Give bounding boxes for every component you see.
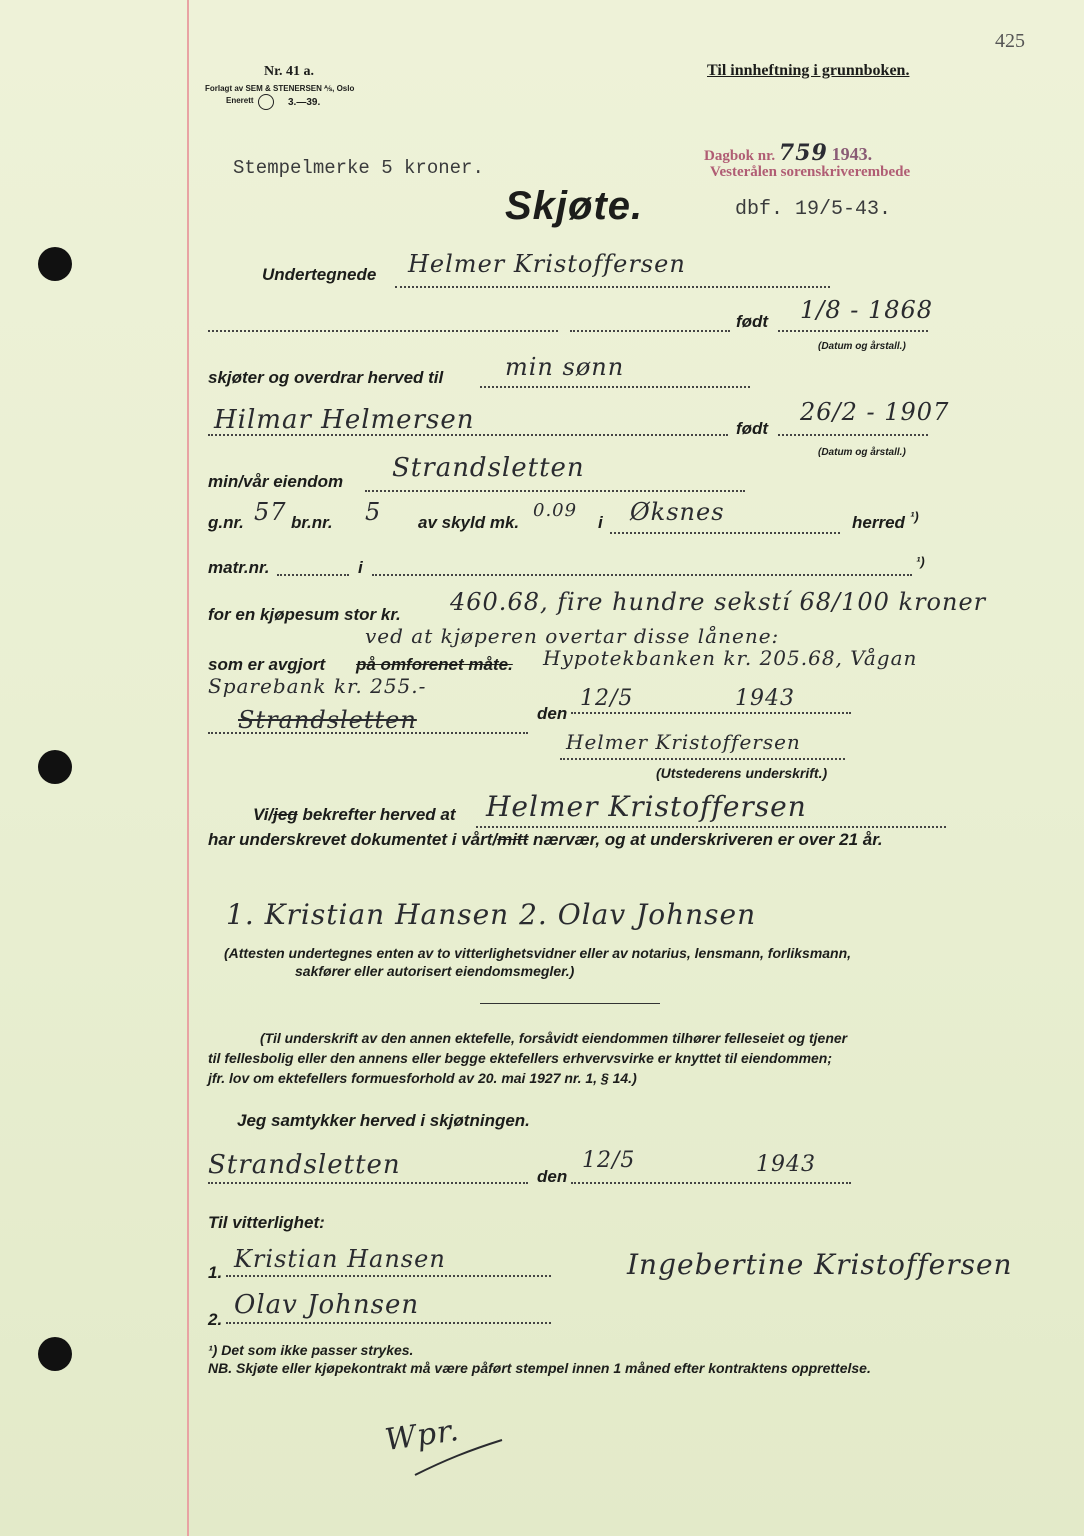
attest-note-1: (Attesten undertegnes enten av to vitterlighetsvidner eller av notarius, lensmann, forliksmann,: [224, 945, 852, 961]
attest-note-2: sakfører eller autorisert eiendomsmegler.): [295, 963, 575, 979]
consent-text: Jeg samtykker herved i skjøtningen.: [237, 1111, 530, 1130]
confirm-line-2: [208, 830, 883, 850]
seller-name: Helmer Kristoffersen: [408, 250, 686, 278]
publisher-enerett: Enerett: [226, 96, 254, 105]
matr-label: matr.nr.: [208, 558, 270, 577]
spouse-note-3: jfr. lov om ektefellers formuesforhold av 20. mai 1927 nr. 1, § 14.): [208, 1070, 637, 1086]
issuer-caption: (Utstederens underskrift.): [656, 765, 828, 781]
avgjort-inserted: ved at kjøperen overtar disse lånene:: [365, 624, 780, 648]
skyld-label: av skyld mk.: [418, 513, 520, 532]
footnote-ref-2: ¹): [916, 554, 925, 569]
brnr-label: br.nr.: [291, 513, 333, 532]
initials: Wpr.: [382, 1412, 462, 1459]
recorded-date-typed: dbf. 19/5-43.: [735, 198, 892, 221]
buyer-birthdate: 26/2 - 1907: [800, 398, 950, 426]
margin-line: [187, 0, 189, 1536]
brnr-value: 5: [365, 498, 382, 526]
form-number: Nr. 41 a.: [264, 64, 315, 79]
document-title: Skjøte.: [505, 184, 644, 228]
place-value: Strandsletten: [238, 706, 417, 734]
gnr-value: 57: [254, 498, 287, 526]
stamp-prefix: Dagbok nr.: [704, 148, 776, 164]
header-right-title: Til innheftning i grunnboken.: [707, 62, 910, 79]
gnr-label: g.nr.: [208, 513, 244, 532]
dotted-line: [610, 532, 840, 534]
dotted-line: [277, 574, 349, 576]
footnote-ref: ¹): [910, 509, 919, 524]
matr-i-label: i: [358, 558, 363, 577]
issuer-signature: Helmer Kristoffersen: [566, 730, 801, 754]
herred-label: herred: [852, 513, 905, 532]
confirm-prefix: Vi/: [253, 805, 274, 824]
confirm-line: [253, 805, 456, 825]
dotted-line: [476, 826, 946, 828]
seller-birthdate: 1/8 - 1868: [800, 296, 934, 324]
spouse-place: Strandsletten: [208, 1150, 401, 1180]
dotted-line: [778, 330, 928, 332]
spouse-note-2: til fellesbolig eller den annens eller begge ektefellers erhvervsvirke er knyttet til eiendommen;: [208, 1050, 833, 1066]
spouse-date-day: 12/5: [582, 1148, 636, 1173]
date-day: 12/5: [580, 686, 634, 711]
punch-hole: [38, 247, 72, 281]
dotted-line: [570, 330, 730, 332]
purchase-price: 460.68, fire hundre sekstí 68/100 kroner: [450, 588, 987, 616]
kjopesum-label: for en kjøpesum stor kr.: [208, 605, 401, 624]
dotted-line: [208, 1182, 528, 1184]
herred-value: Øksnes: [630, 498, 725, 526]
transfer-recipient-relation: min sønn: [505, 353, 625, 381]
dotted-line: [365, 490, 745, 492]
dotted-line: [778, 434, 928, 436]
dotted-line: [480, 386, 750, 388]
avgjort-label: som er avgjort: [208, 655, 326, 674]
witness-2-number: 2.: [208, 1310, 223, 1329]
footnote-1: ¹) Det som ikke passer strykes.: [208, 1342, 414, 1358]
witness-signatures: 1. Kristian Hansen 2. Olav Johnsen: [226, 898, 757, 931]
property-name: Strandsletten: [392, 453, 585, 483]
initials-flourish: [410, 1430, 510, 1480]
datum-hint-2: (Datum og årstall.): [818, 447, 906, 458]
avgjort-value-2: Sparebank kr. 255.-: [208, 674, 427, 698]
den-label: den: [537, 704, 568, 723]
stamp-year: 1943.: [831, 144, 873, 164]
eiendom-label: min/vår eiendom: [208, 472, 344, 491]
stamp-office: Vesterålen sorenskriverembede: [710, 164, 911, 180]
dotted-line: [372, 574, 912, 576]
buyer-name: Hilmar Helmersen: [214, 405, 475, 435]
fodt-label-2: født: [736, 419, 769, 438]
footnote-nb: NB. Skjøte eller kjøpekontrakt må være påført stempel innen 1 måned efter kontraktens opprettelse.: [208, 1360, 871, 1376]
publisher-line: Forlagt av SEM & STENERSEN ⅍, Oslo: [205, 84, 355, 93]
publisher-date: 3.—39.: [288, 97, 321, 108]
avgjort-struck: på omforenet måte.: [356, 655, 513, 674]
separator-rule: [480, 1003, 660, 1004]
witness-1-number: 1.: [208, 1263, 223, 1282]
punch-hole: [38, 750, 72, 784]
confirm-line2-a: har underskrevet dokumentet i vårt/: [208, 830, 498, 849]
publisher-seal: [258, 94, 274, 110]
skyld-value: 0.09: [533, 500, 578, 521]
stamp-journal-no: 759: [778, 140, 828, 166]
transfer-label: skjøter og overdrar herved til: [208, 368, 444, 387]
vitterlighet-label: Til vitterlighet:: [208, 1213, 325, 1232]
confirm-signer-name: Helmer Kristoffersen: [486, 790, 807, 823]
dotted-line: [395, 286, 830, 288]
page-number: 425: [995, 30, 1025, 52]
spouse-date-year: 1943: [756, 1152, 816, 1177]
dotted-line: [226, 1275, 551, 1277]
dotted-line: [226, 1322, 551, 1324]
dotted-line: [208, 330, 558, 332]
spouse-signature: Ingebertine Kristoffersen: [627, 1248, 1013, 1281]
confirm-rest: bekrefter herved at: [297, 805, 456, 824]
dotted-line: [571, 712, 851, 714]
date-year: 1943: [735, 686, 795, 711]
dotted-line: [571, 1182, 851, 1184]
fodt-label: født: [736, 312, 769, 331]
i-label: i: [598, 513, 603, 532]
undertegnede-label: Undertegnede: [262, 265, 377, 284]
witness-1-name: Kristian Hansen: [234, 1245, 446, 1273]
journal-stamp: [704, 140, 872, 166]
confirm-line2-struck: mitt: [497, 830, 529, 849]
confirm-line2-b: nærvær, og at underskriveren er over 21 år.: [528, 830, 883, 849]
avgjort-value-1: Hypotekbanken kr. 205.68, Vågan: [543, 646, 918, 670]
stamp-fee-typed: Stempelmerke 5 kroner.: [233, 157, 484, 179]
spouse-den-label: den: [537, 1167, 568, 1186]
spouse-note-1: (Til underskrift av den annen ektefelle, forsåvidt eiendommen tilhører felleseiet og tjener: [260, 1030, 848, 1046]
dotted-line: [560, 758, 845, 760]
confirm-struck: jeg: [273, 805, 298, 824]
datum-hint: (Datum og årstall.): [818, 341, 906, 352]
dotted-line: [208, 732, 528, 734]
witness-2-name: Olav Johnsen: [234, 1290, 420, 1320]
punch-hole: [38, 1337, 72, 1371]
